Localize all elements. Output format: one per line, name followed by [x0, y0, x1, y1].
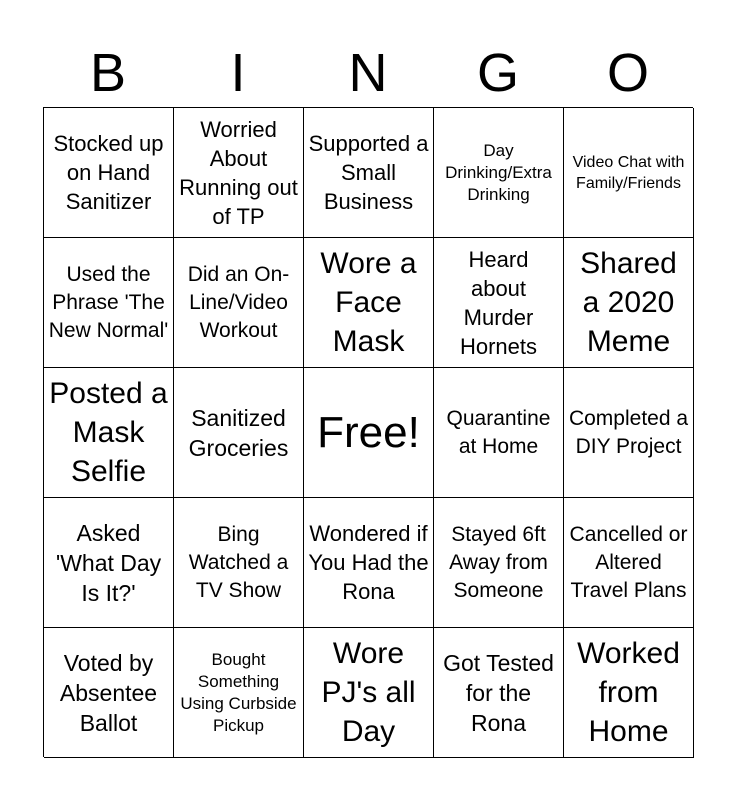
cell-text: Voted by Absentee Ballot [59, 649, 158, 736]
bingo-cell[interactable] [44, 108, 174, 238]
cell-text: Quarantine at Home [446, 406, 551, 458]
bingo-cell[interactable] [434, 238, 564, 368]
cell-text: Free! [317, 407, 420, 457]
cell-text: Bing Watched a TV Show [188, 522, 289, 602]
cell-text: Day Drinking/Extra Drinking [445, 140, 552, 204]
bingo-cell[interactable] [174, 108, 304, 238]
bingo-cell[interactable] [44, 628, 174, 758]
header-letter-i: I [230, 43, 246, 103]
cell-text: Got Tested for the Rona [443, 649, 554, 736]
bingo-cell[interactable] [44, 238, 174, 368]
header-letter-n: N [348, 43, 388, 103]
bingo-grid [43, 107, 693, 757]
cell-text: Bought Something Using Curbside Pickup [180, 649, 297, 735]
bingo-cell[interactable] [304, 628, 434, 758]
bingo-cell[interactable] [434, 368, 564, 498]
bingo-cell[interactable] [304, 498, 434, 628]
cell-text: Wore PJ's all Day [321, 637, 416, 748]
bingo-cell[interactable] [564, 628, 694, 758]
cell-text: Used the Phrase 'The New Normal' [48, 262, 169, 342]
bingo-cell[interactable] [434, 498, 564, 628]
cell-text: Cancelled or Altered Travel Plans [569, 522, 688, 602]
header-letter-b: B [89, 43, 127, 103]
bingo-cell[interactable] [174, 238, 304, 368]
bingo-cell[interactable] [44, 368, 174, 498]
bingo-cell[interactable] [434, 108, 564, 238]
cell-text: Wore a Face Mask [320, 247, 417, 358]
bingo-cell[interactable] [44, 498, 174, 628]
cell-text: Did an On-Line/Video Workout [187, 262, 290, 342]
cell-text: Shared a 2020 Meme [580, 247, 677, 358]
bingo-cell[interactable] [564, 238, 694, 368]
bingo-cell[interactable] [174, 368, 304, 498]
cell-text: Heard about Murder Hornets [459, 246, 538, 359]
cell-text: Video Chat with Family/Friends [572, 153, 685, 192]
bingo-cell[interactable] [174, 628, 304, 758]
bingo-cell[interactable] [304, 108, 434, 238]
bingo-header [43, 40, 693, 106]
cell-text: Wondered if You Had the Rona [308, 521, 429, 604]
cell-text: Worked from Home [577, 637, 680, 748]
cell-text: Worried About Running out of TP [179, 116, 298, 229]
cell-text: Stayed 6ft Away from Someone [449, 522, 548, 602]
bingo-cell[interactable] [304, 238, 434, 368]
bingo-cell[interactable] [564, 498, 694, 628]
cell-text: Stocked up on Hand Sanitizer [53, 131, 164, 214]
cell-text: Sanitized Groceries [188, 404, 289, 461]
bingo-cell[interactable] [564, 108, 694, 238]
header-letter-g: G [476, 43, 519, 103]
cell-text: Asked 'What Day Is It?' [55, 519, 162, 606]
cell-text: Completed a DIY Project [568, 406, 689, 458]
bingo-cell[interactable] [174, 498, 304, 628]
bingo-cell[interactable] [434, 628, 564, 758]
cell-text: Supported a Small Business [308, 131, 429, 214]
bingo-cell[interactable] [564, 368, 694, 498]
free-space[interactable] [304, 368, 434, 498]
cell-text: Posted a Mask Selfie [49, 377, 168, 488]
header-letter-o: O [606, 43, 649, 103]
